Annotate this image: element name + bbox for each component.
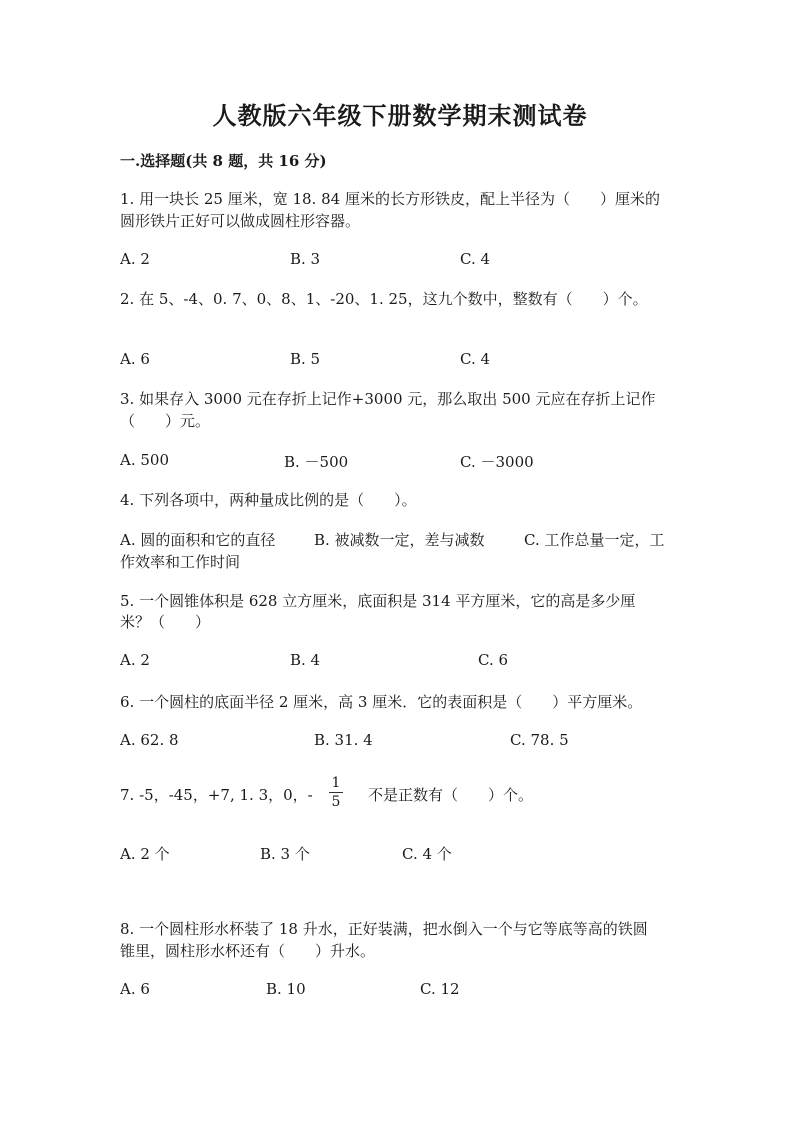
question-7-option-a: A. 2 个 (120, 845, 170, 863)
question-5-option-b: B. 4 (290, 651, 321, 669)
question-2-option-c: C. 4 (460, 350, 491, 368)
question-7-option-b: B. 3 个 (260, 845, 310, 863)
fraction-denominator: 5 (331, 794, 341, 810)
question-5-option-c: C. 6 (478, 651, 509, 669)
question-2-option-a: A. 6 (120, 350, 150, 368)
question-1-line-2: 圆形铁片正好可以做成圆柱形容器。 (120, 212, 361, 230)
question-7-line-after: 不是正数有（ ）个。 (368, 786, 534, 804)
section-heading: 一.选择题(共 8 题，共 16 分) (120, 152, 327, 170)
question-4-option-b: B. 被减数一定，差与减数 (314, 531, 485, 549)
question-5-option-a: A. 2 (120, 651, 150, 669)
question-8-line-2: 锥里，圆柱形水杯还有（ ）升水。 (120, 942, 376, 960)
fraction-bar (329, 792, 343, 793)
question-3-line-2: （ ）元。 (120, 412, 211, 430)
question-1-option-b: B. 3 (290, 250, 321, 268)
question-7-fraction (329, 775, 343, 810)
question-5-line-2: 米？（ ） (120, 613, 211, 631)
question-8-option-b: B. 10 (266, 980, 306, 998)
question-3-option-c: C. －3000 (460, 453, 534, 471)
question-6-option-c: C. 78. 5 (510, 731, 569, 749)
question-4-line-1: 4. 下列各项中，两种量成比例的是（ ）。 (120, 491, 417, 509)
question-6-option-a: A. 62. 8 (120, 731, 179, 749)
question-8-option-c: C. 12 (420, 980, 460, 998)
question-1-option-a: A. 2 (120, 250, 150, 268)
question-3-option-b: B. －500 (284, 453, 349, 471)
question-8-option-a: A. 6 (120, 980, 150, 998)
question-7-option-c: C. 4 个 (402, 845, 452, 863)
question-8-line-1: 8. 一个圆柱形水杯装了 18 升水，正好装满，把水倒入一个与它等底等高的铁圆 (120, 920, 648, 938)
question-4-option-c: C. 工作总量一定，工 (524, 531, 665, 549)
fraction-numerator: 1 (331, 775, 341, 791)
question-3-line-1: 3. 如果存入 3000 元在存折上记作+3000 元，那么取出 500 元应在存折上记作 (120, 390, 656, 408)
question-7-line-before: 7. -5，-45，+7, 1. 3，0，- (120, 786, 313, 804)
question-2-option-b: B. 5 (290, 350, 321, 368)
question-3-option-a: A. 500 (120, 451, 169, 469)
page-title: 人教版六年级下册数学期末测试卷 (212, 101, 588, 130)
question-2-line-1: 2. 在 5、-4、0. 7、0、8、1、-20、1. 25，这九个数中，整数有（ ）个。 (120, 290, 648, 308)
question-4-option-c-continuation: 作效率和工作时间 (120, 553, 241, 571)
question-6-option-b: B. 31. 4 (314, 731, 373, 749)
question-5-line-1: 5. 一个圆锥体积是 628 立方厘米，底面积是 314 平方厘米，它的高是多少厘 (120, 592, 636, 610)
question-6-line-1: 6. 一个圆柱的底面半径 2 厘米，高 3 厘米．它的表面积是（ ）平方厘米。 (120, 693, 643, 711)
question-1-option-c: C. 4 (460, 250, 491, 268)
question-1-line-1: 1. 用一块长 25 厘米，宽 18. 84 厘米的长方形铁皮，配上半径为（ ）厘米的 (120, 190, 660, 208)
question-4-option-a: A. 圆的面积和它的直径 (120, 531, 276, 549)
